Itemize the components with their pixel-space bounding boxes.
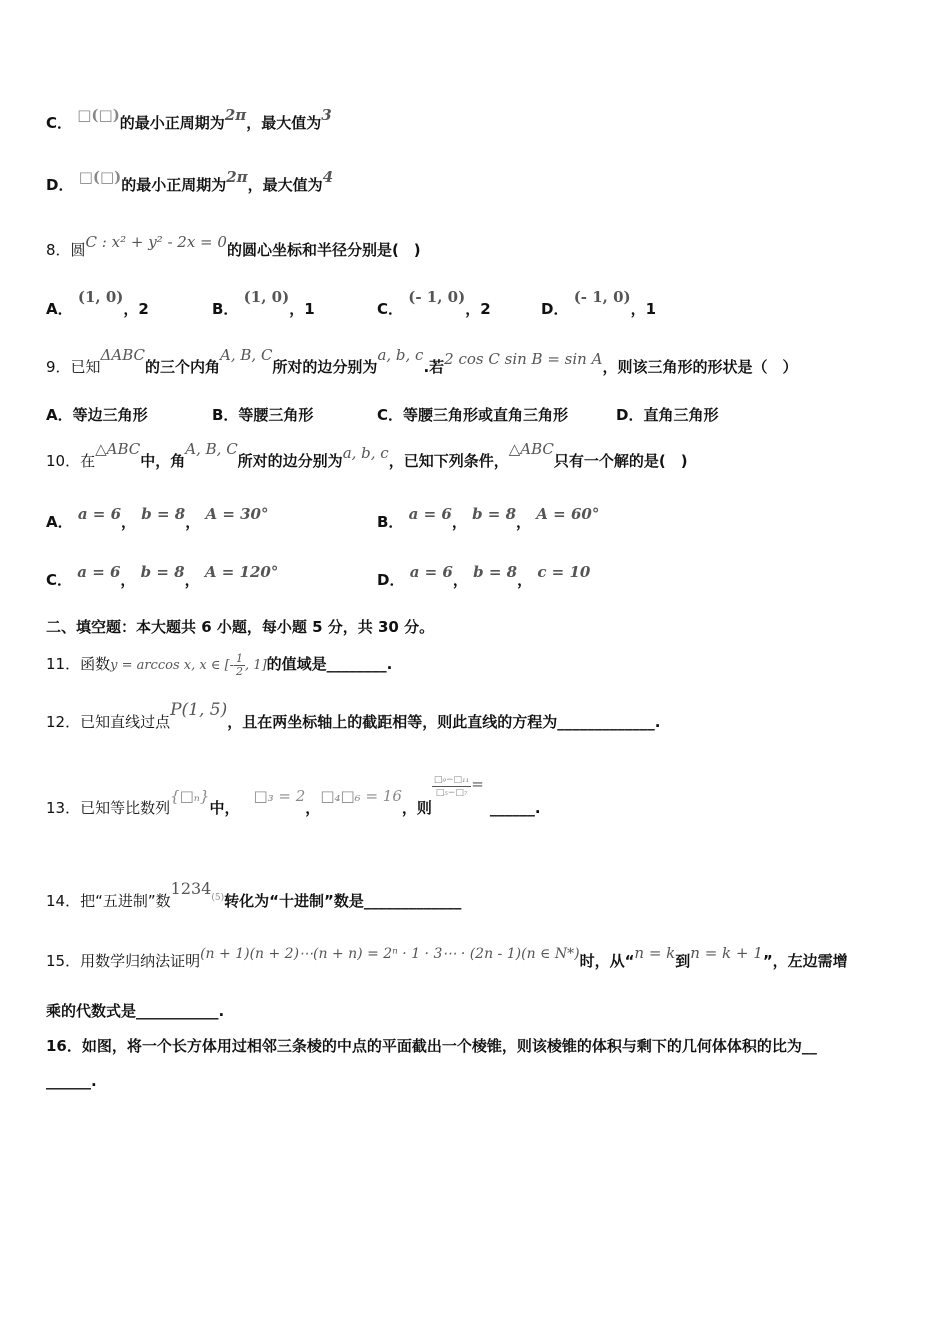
question-number: 12．已知直线过点 (46, 713, 171, 731)
sides: a, b, c (377, 346, 424, 364)
question-text: 的圆心坐标和半径分别是( ) (226, 241, 421, 259)
option-label: C． (46, 114, 73, 132)
option-label: A． (46, 300, 73, 318)
radius: ，2 (465, 300, 491, 318)
center: (- 1, 0) (573, 288, 631, 306)
formula-placeholder: □(□) (77, 106, 120, 124)
option-label: C． (46, 571, 73, 589)
side-a: a = 6 (77, 563, 121, 581)
q10-option-c (46, 563, 279, 590)
text: 的三个内角 (145, 358, 221, 376)
question-16: 16．如图，将一个长方体用过相邻三条棱的中点的平面截出一个棱锥，则该棱锥的体积与剩下的几何体体积的比为__ (46, 1037, 817, 1055)
base5-number: 1234 (170, 879, 212, 898)
sep: ， (451, 513, 467, 531)
radius: ，2 (123, 300, 149, 318)
sep: ， (185, 513, 201, 531)
base-subscript: (5) (211, 893, 225, 903)
question-text: 转化为“十进制”数是_____________ (224, 892, 462, 910)
question-text: 的值域是________. (266, 655, 393, 673)
condition-1: □₃ = 2 (253, 787, 306, 805)
question-14 (46, 879, 462, 914)
from-case: n = k (634, 944, 676, 962)
option-label: B． (377, 513, 404, 531)
equals: = (471, 775, 484, 793)
side-b: b = 8 (141, 505, 186, 523)
side-b: b = 8 (473, 563, 518, 581)
option-label: A． (46, 513, 73, 531)
question-12 (46, 700, 661, 732)
text: 的最小正周期为 (119, 114, 225, 132)
sides: a, b, c (342, 444, 389, 462)
condition: A = 120° (204, 563, 279, 581)
func-start: y = arccos x, x ∈ [- (110, 658, 235, 673)
condition: c = 10 (537, 563, 591, 581)
side-a: a = 6 (408, 505, 452, 523)
question-13: 13．已知等比数列{□ₙ}中，□₃ = 2，□₄□₆ = 16，则 $\frac{\text{□₉−□₁₁}}{\text{□₅−□₇}}$ =______. (46, 775, 541, 817)
q8-option-a (46, 288, 149, 319)
side-a: a = 6 (409, 563, 453, 581)
question-8 (46, 233, 421, 260)
text: ，最大值为 (246, 114, 322, 132)
text: 所对的边分别为 (272, 358, 378, 376)
side-a: a = 6 (77, 505, 122, 523)
condition: 2 cos C sin B = sin A (444, 350, 603, 368)
option-label: D． (377, 571, 405, 589)
frac-den: □₅−□₇ (435, 788, 468, 798)
sequence: {□ₙ} (170, 787, 210, 805)
radius: ，1 (630, 300, 657, 318)
text: 时，从“ (579, 952, 635, 970)
q10-option-a (46, 505, 269, 532)
sep: ， (452, 571, 468, 589)
text: .若 (423, 358, 445, 376)
q9-option-a: A．等边三角形 (46, 406, 148, 424)
question-15-line2: 乘的代数式是___________. (46, 1002, 225, 1020)
condition: A = 60° (536, 505, 600, 523)
to-case: n = k + 1 (690, 944, 763, 962)
text: 中， (209, 799, 240, 817)
question-15 (46, 944, 848, 972)
side-b: b = 8 (472, 505, 517, 523)
option-label: B． (212, 300, 239, 318)
sep: ， (120, 571, 136, 589)
question-text: ，且在两坐标轴上的截距相等，则此直线的方程为_____________. (227, 713, 661, 731)
q10-option-d (377, 563, 591, 590)
q7-option-d (46, 168, 334, 195)
q9-option-b: B．等腰三角形 (212, 406, 314, 424)
period-value: 2π (224, 106, 247, 124)
sep: ， (121, 513, 137, 531)
sep: ， (184, 571, 200, 589)
sep: ， (517, 571, 533, 589)
question-number: 15．用数学归纳法证明 (46, 952, 201, 970)
q10-option-b (377, 505, 600, 532)
text: ，则该三角形的形状是（ ） (602, 358, 798, 376)
question-number: 14．把“五进制”数 (46, 892, 171, 910)
question-10 (46, 440, 688, 471)
option-label: C． (377, 300, 404, 318)
triangle: △ABC (95, 440, 141, 458)
center: (1, 0) (243, 288, 290, 306)
text: 中，角 (140, 452, 186, 470)
fraction (234, 653, 245, 678)
triangle: △ABC (508, 440, 554, 458)
condition-2: □₄□₆ = 16 (320, 787, 402, 805)
q9-option-c: C．等腰三角形或直角三角形 (377, 406, 569, 424)
angles: A, B, C (185, 440, 238, 458)
q9-option-d: D．直角三角形 (616, 406, 719, 424)
side-b: b = 8 (140, 563, 185, 581)
radius: ，1 (289, 300, 315, 318)
formula-placeholder: □(□) (78, 168, 122, 186)
option-label: D． (46, 176, 74, 194)
question-16-line2: ______. (46, 1072, 97, 1090)
frac-num: 1 (236, 652, 244, 665)
text: ，则 (401, 799, 432, 817)
text: 只有一个解的是( ) (553, 452, 688, 470)
question-11 (46, 653, 392, 678)
angles: A, B, C (220, 346, 273, 364)
frac-num: □₉−□₁₁ (433, 775, 470, 785)
question-number: 10．在 (46, 452, 96, 470)
q8-option-c (377, 288, 491, 319)
text: ”，左边需增 (762, 952, 848, 970)
max-value: 4 (322, 168, 334, 186)
center: (1, 0) (77, 288, 124, 306)
question-number: 13．已知等比数列 (46, 799, 171, 817)
text: 到 (675, 952, 691, 970)
function-expression (110, 652, 267, 678)
condition: A = 30° (205, 505, 269, 523)
func-end: , 1] (245, 658, 267, 673)
text: 的最小正周期为 (121, 176, 227, 194)
section-heading: 二、填空题：本大题共 6 小题，每小题 5 分，共 30 分。 (46, 618, 435, 636)
question-number: 9．已知 (46, 358, 101, 376)
answer-blank: ______. (489, 799, 541, 817)
q7-option-c (46, 106, 332, 133)
triangle: ΔABC (100, 346, 145, 364)
text: ，最大值为 (247, 176, 323, 194)
fraction (432, 774, 471, 799)
circle-equation: C : x² + y² - 2x = 0 (85, 233, 227, 251)
center: (- 1, 0) (408, 288, 466, 306)
question-number: 8．圆 (46, 241, 86, 259)
text: 所对的边分别为 (237, 452, 343, 470)
question-9 (46, 346, 798, 377)
max-value: 3 (321, 106, 332, 124)
q8-option-d (541, 288, 657, 319)
q8-option-b (212, 288, 315, 319)
question-number: 11．函数 (46, 655, 111, 673)
point: P(1, 5) (170, 700, 228, 720)
text: ，已知下列条件， (388, 452, 509, 470)
frac-den: 2 (236, 665, 244, 678)
option-label: D． (541, 300, 569, 318)
sep: ， (516, 513, 532, 531)
period-value: 2π (226, 168, 248, 186)
induction-formula: (n + 1)(n + 2)⋯(n + n) = 2ⁿ · 1 · 3⋯ · (2n - 1)(n ∈ N*) (200, 946, 580, 962)
